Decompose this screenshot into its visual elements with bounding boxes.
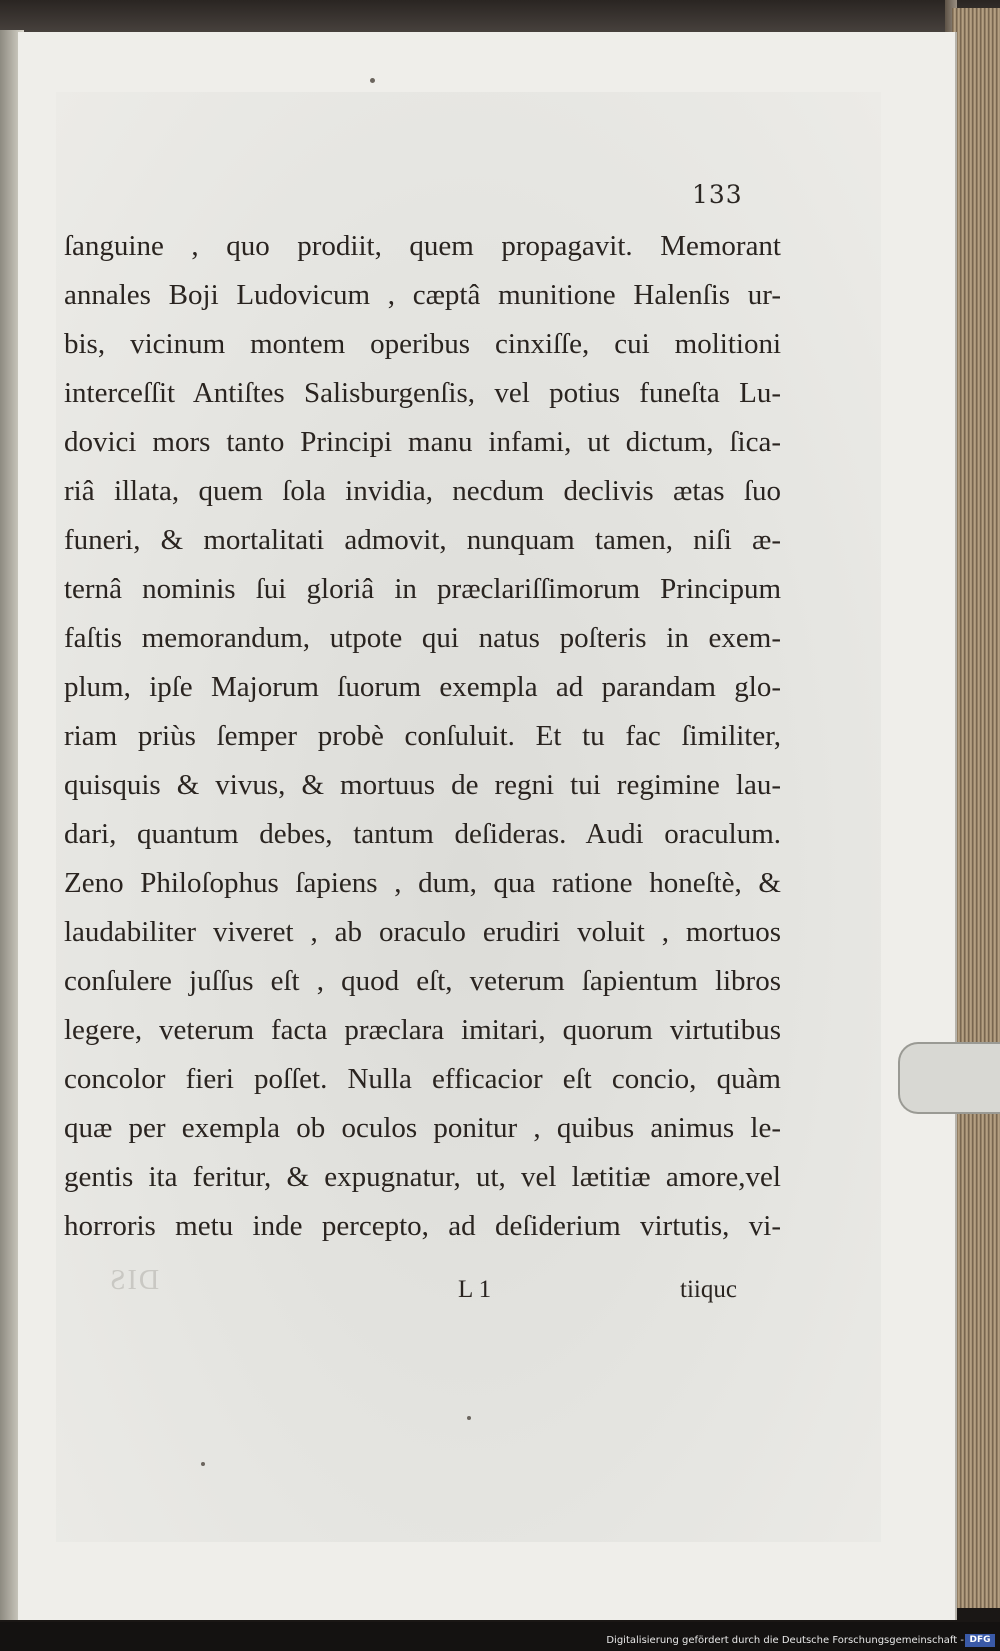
page-number: 133 — [692, 180, 743, 209]
book-fore-edge — [952, 8, 1000, 1608]
text-line: quisquis & vivus, & mortuus de regni tui regimine lau- — [64, 769, 781, 801]
footer-credit: Digitalisierung gefördert durch die Deutsche Forschungsgemeinschaft - — [606, 1635, 964, 1646]
bookmark-tab — [898, 1042, 1000, 1114]
text-line: gentis ita feritur, & expugnatur, ut, vel lætitiæ amore,vel — [64, 1161, 781, 1193]
text-line: dari, quantum debes, tantum deſideras. Audi oraculum. — [64, 818, 781, 850]
text-line: riâ illata, quem ſola invidia, necdum declivis ætas ſuo — [64, 475, 781, 507]
text-line: plum, ipſe Majorum ſuorum exempla ad parandam glo- — [64, 671, 781, 703]
text-line: ternâ nominis ſui gloriâ in præclariſſimorum Principum — [64, 573, 781, 605]
dfg-logo: DFG — [965, 1634, 995, 1647]
text-line: riam priùs ſemper probè conſuluit. Et tu fac ſimiliter, — [64, 720, 781, 752]
text-line: concolor fieri poſſet. Nulla efficacior eſt concio, quàm — [64, 1063, 781, 1095]
text-line: legere, veterum facta præclara imitari, quorum virtutibus — [64, 1014, 781, 1046]
body-text — [64, 222, 781, 1251]
text-line: annales Boji Ludovicum , cæptâ munitione Halenſis ur- — [64, 279, 781, 311]
ink-speck — [467, 1416, 471, 1420]
text-line: bis, vicinum montem operibus cinxiſſe, cui molitioni — [64, 328, 781, 360]
text-line: ſanguine , quo prodiit, quem propagavit. Memorant — [64, 230, 781, 262]
text-line: laudabiliter viveret , ab oraculo erudiri voluit , mortuos — [64, 916, 781, 948]
text-line: conſulere juſſus eſt , quod eſt, veterum ſapientum libros — [64, 965, 781, 997]
book-top-edge — [0, 0, 1000, 36]
ink-speck — [201, 1462, 205, 1466]
text-line: interceſſit Antiſtes Salisburgenſis, vel potius funeſta Lu- — [64, 377, 781, 409]
show-through-text: DIS — [108, 1265, 160, 1296]
facing-page-glyphs — [0, 40, 14, 1320]
text-line: funeri, & mortalitati admovit, nunquam tamen, niſi æ- — [64, 524, 781, 556]
text-line: dovici mors tanto Principi manu infami, ut dictum, ſica- — [64, 426, 781, 458]
text-line: Zeno Philoſophus ſapiens , dum, qua ratione honeſtè, & — [64, 867, 781, 899]
ink-speck — [370, 78, 375, 83]
signature-mark: L 1 — [458, 1276, 492, 1303]
catchword: tiiquc — [680, 1276, 737, 1303]
text-line: quæ per exempla ob oculos ponitur , quibus animus le- — [64, 1112, 781, 1144]
text-line: faſtis memorandum, utpote qui natus poſteris in exem- — [64, 622, 781, 654]
text-line: horroris metu inde percepto, ad deſiderium virtutis, vi- — [64, 1210, 781, 1242]
